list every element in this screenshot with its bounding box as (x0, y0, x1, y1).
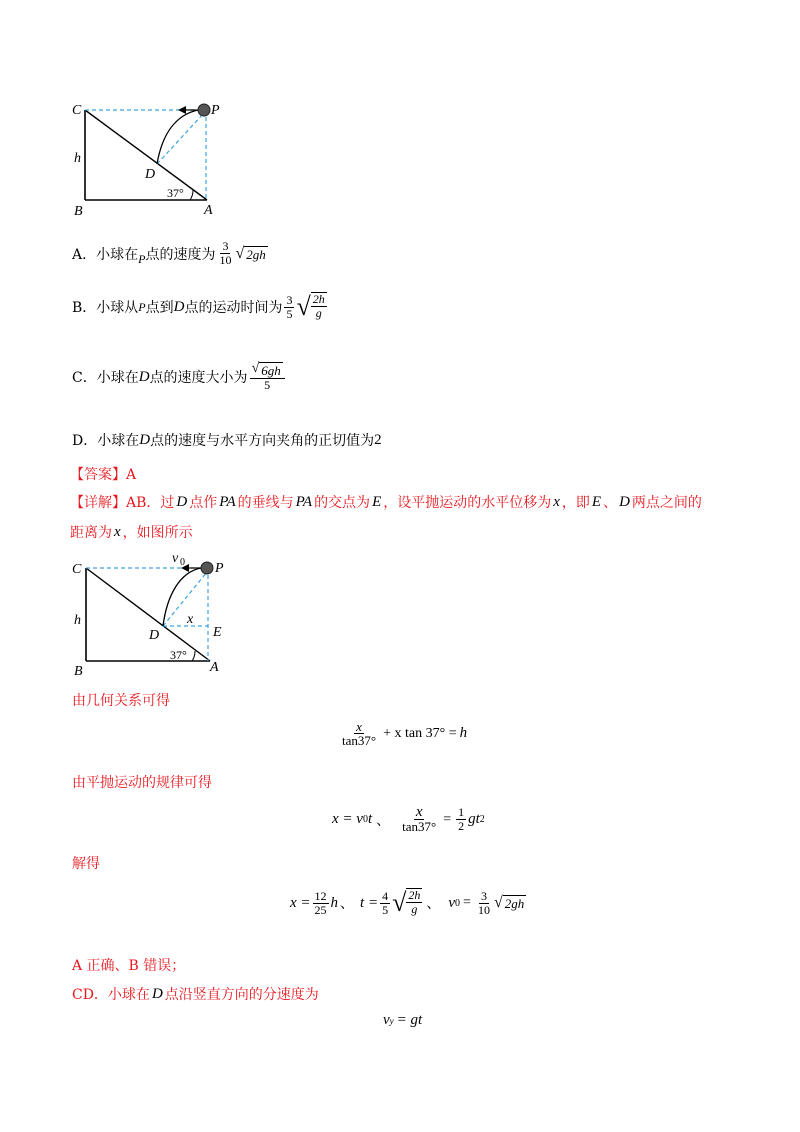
eq2-sub: 0 (362, 814, 368, 825)
option-c-fraction: √ 6gh 5 (250, 362, 285, 392)
fig2-label-v0: v (172, 551, 179, 566)
eq1-den: tan37° (342, 733, 377, 748)
eq4-rest: = gt (396, 1012, 423, 1028)
detail-line-2 (70, 522, 193, 542)
eq2-t: t (367, 811, 373, 827)
detail-var-e1: E (372, 493, 382, 510)
eq3-x-eq: x = (290, 894, 311, 911)
solve-line: 解得 (72, 856, 100, 872)
detail-var-d2: D (619, 493, 630, 510)
option-a (72, 240, 268, 267)
figure-1 (70, 95, 230, 220)
detail-text-2b: ，如图所示 (122, 525, 193, 541)
eq2-gt: gt (468, 811, 480, 827)
eq3-t-den: 5 (382, 902, 389, 917)
cd-text-b: 点沿竖直方向的分速度为 (164, 987, 319, 1003)
conclusion-line: A 正确、B 错误； (72, 958, 186, 974)
detail-text-1f: ，即 (561, 495, 590, 511)
eq3-v: v (448, 894, 456, 911)
detail-var-d1: D (176, 493, 188, 510)
figure-2 (70, 548, 240, 676)
fig2-label-x: x (187, 612, 194, 627)
fig2-label-p: P (215, 561, 224, 576)
eq1-rest: + x tan 37° = (383, 725, 457, 741)
fig2-label-c: C (72, 562, 82, 577)
detail-text-1e: ，设平抛运动的水平位移为 (383, 495, 552, 511)
fig2-label-v0-sub: 0 (180, 557, 185, 568)
option-b-var2: D (173, 298, 185, 315)
fig2-angle-label: 37° (170, 648, 187, 662)
option-d-mid: 点的速度与水平方向夹角的正切值为 (150, 433, 375, 449)
eq4-sub: y (389, 1015, 394, 1026)
fig1-label-p: P (211, 103, 220, 118)
detail-text-1c: 的垂线与 (237, 495, 294, 511)
equation-1 (338, 720, 467, 747)
geometry-line: 由几何关系可得 (72, 693, 170, 709)
fig2-label-a: A (210, 660, 219, 675)
eq3-r-den: g (411, 902, 418, 916)
detail-text-1a: AB．过 (126, 495, 175, 511)
eq3-sep1: 、 (340, 897, 355, 912)
eq4-v: v (383, 1012, 390, 1028)
detail-var-x1: x (553, 493, 560, 510)
eq3-x-num: 12 (314, 888, 327, 903)
detail-text-1h: 两点之间的 (631, 495, 702, 511)
option-a-var: P (138, 252, 146, 266)
option-b-radnum: 2h (312, 292, 325, 306)
eq3-t-num: 4 (382, 888, 389, 903)
detail-var-pa2: PA (295, 493, 313, 510)
fig2-label-e: E (213, 625, 222, 640)
eq2-x-eq: x = v (332, 811, 363, 827)
eq2-sup: 2 (479, 814, 485, 825)
fig2-label-h: h (74, 613, 81, 628)
eq3-v-rad: 2gh (504, 896, 525, 911)
eq1-num: x (356, 719, 362, 734)
eq2-half-den: 2 (458, 819, 465, 833)
fig1-label-a: A (204, 203, 213, 218)
fig1-label-b: B (74, 204, 83, 219)
fig1-label-c: C (72, 103, 82, 118)
fig1-label-d: D (145, 167, 156, 182)
detail-text-1b: 点作 (189, 495, 218, 511)
eq1-h: h (459, 725, 468, 741)
law-line: 由平抛运动的规律可得 (72, 775, 212, 791)
option-d (72, 430, 382, 450)
option-c-prefix: C．小球在 (72, 370, 139, 386)
detail-var-x2: x (114, 523, 121, 540)
option-d-var: D (139, 431, 151, 448)
detail-tag: 【详解】 (70, 495, 126, 511)
eq2-equals: = (443, 811, 452, 827)
eq3-sep2: 、 (426, 897, 441, 912)
option-b-var1: P (138, 299, 146, 314)
eq3-x-den: 25 (314, 902, 327, 917)
option-b-mid2: 点的运动时间为 (184, 300, 283, 316)
eq3-r-num: 2h (408, 888, 421, 902)
option-b-fraction (284, 294, 294, 321)
detail-text-1g: 、 (603, 495, 618, 511)
eq3-t-eq: t = (360, 894, 379, 911)
cd-text-a: CD．小球在 (72, 987, 150, 1003)
equation-3: x = $\frac{12}{25}$ h 、 t = $\frac{4}{5}$ √ $\frac{2h}{g}$ 、 v 0 = $\frac{3}{10}$ √ 2gh (290, 888, 525, 917)
option-b-prefix: B．小球从 (72, 300, 139, 316)
detail-line-1 (70, 492, 702, 512)
option-b-num: 3 (286, 292, 293, 307)
option-b-mid1: 点到 (145, 300, 174, 316)
option-d-value: 2 (374, 431, 382, 448)
eq2-half-num: 1 (458, 805, 465, 819)
answer-line: 【答案】A (70, 467, 137, 483)
option-b-den: 5 (286, 306, 293, 321)
option-c-den: 5 (264, 378, 271, 392)
option-c-num: 6gh (261, 363, 281, 378)
option-c-mid: 点的速度大小为 (149, 370, 248, 386)
option-c (72, 362, 287, 392)
option-a-radicand: 2gh (246, 246, 266, 262)
option-a-mid: 点的速度为 (145, 246, 216, 263)
equation-4 (383, 1012, 422, 1029)
detail-text-1d: 的交点为 (314, 495, 371, 511)
detail-text-2a: 距离为 (70, 525, 112, 541)
eq2-num: x (415, 804, 423, 820)
fig1-label-h: h (74, 151, 81, 166)
detail-var-e2: E (591, 493, 602, 510)
option-b-radden: g (315, 306, 322, 320)
equation-2 (332, 806, 485, 833)
option-a-sqrt: √ 2gh (235, 244, 266, 262)
option-a-fraction (217, 240, 233, 267)
eq3-v-den: 10 (477, 902, 490, 917)
option-b (72, 292, 327, 322)
option-d-prefix: D．小球在 (72, 433, 140, 449)
cd-line (72, 984, 319, 1004)
detail-var-pa1: PA (219, 493, 236, 510)
eq2-sep: 、 (376, 813, 391, 829)
eq3-v-sub: 0 (455, 897, 461, 909)
option-c-var: D (138, 368, 150, 385)
cd-var-d: D (151, 985, 163, 1002)
fig2-label-d: D (149, 628, 160, 643)
eq3-v-equals: = (463, 895, 471, 910)
fig2-label-b: B (74, 664, 83, 676)
option-a-num: 3 (222, 239, 229, 253)
eq2-den: tan37° (402, 819, 437, 834)
eq3-h: h (330, 894, 339, 911)
option-a-den: 10 (219, 253, 232, 267)
option-a-prefix: A．小球在 (72, 246, 139, 263)
fig1-angle-label: 37° (167, 186, 184, 200)
option-b-sqrt: √ $\frac{2h}{g}$ (296, 292, 325, 321)
eq3-v-num: 3 (480, 888, 487, 903)
